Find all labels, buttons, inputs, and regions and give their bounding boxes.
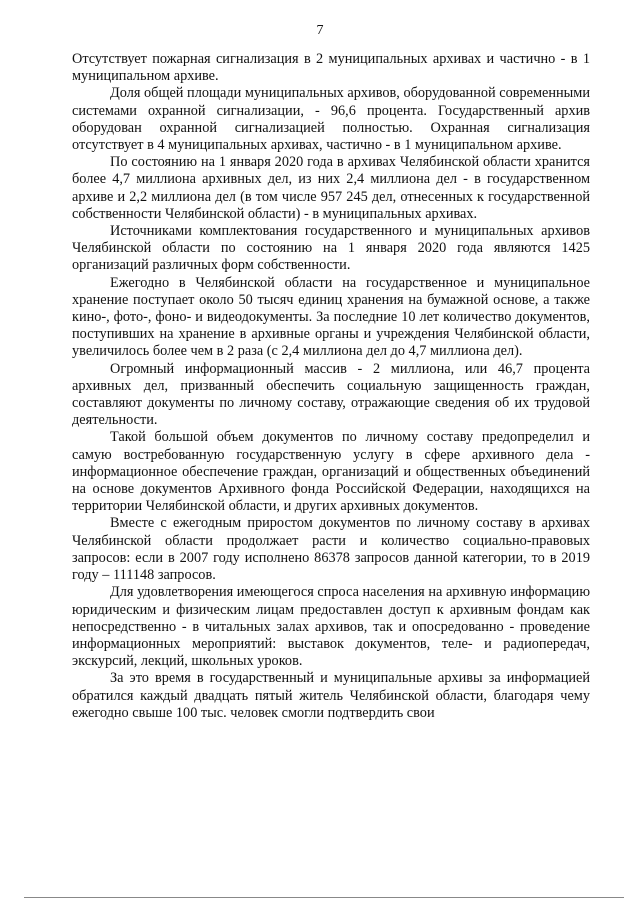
paragraph-personnel-records: Огромный информационный массив - 2 миллиона, или 46,7 процента архивных дел, призванный обеспечить социальную защищенность граждан, составляют документы по личному составу, отражающие сведения об их трудовой деятельности. (72, 360, 590, 429)
paragraph-annual-intake: Ежегодно в Челябинской области на государственное и муниципальное хранение поступает около 50 тысяч единиц хранения на бумажной основе, а также кино-, фото-, фоно- и видеодокументы. За последние 10 лет количество документов, поступивших на хранение в архивные органы и учреждения Челябинской области, увеличилось более чем в 2 раза (с 2,4 миллиона дел до 4,7 миллиона дел). (72, 274, 590, 360)
bottom-divider (24, 897, 624, 898)
document-body (72, 51, 590, 722)
paragraph-social-legal-requests: Вместе с ежегодным приростом документов по личному составу в архивах Челябинской области продолжает расти и количество социально-правовых запросов: если в 2007 году исполнено 86378 запросов данной категории, то в 2019 году – 111148 запросов. (72, 515, 590, 584)
paragraph-public-access: Для удовлетворения имеющегося спроса населения на архивную информацию юридическим и физическим лицам предоставлен доступ к архивным фондам как непосредственно - в читальных залах архивов, так и опосредованно - проведение информационных мероприятий: выставок документов, теле- и радиопередач, экскурсий, лекций, школьных уроков. (72, 584, 590, 670)
paragraph-citizen-requests: За это время в государственный и муниципальные архивы за информацией обратился каждый двадцать пятый житель Челябинской области, благодаря чему ежегодно свыше 100 тыс. человек смогли подтвердить свои (72, 670, 590, 721)
page-number: 7 (316, 23, 324, 38)
paragraph-fire-alarm: Отсутствует пожарная сигнализация в 2 муниципальных архивах и частично - в 1 муниципальном архиве. (72, 51, 590, 85)
paragraph-public-service: Такой большой объем документов по личному составу предопределил и самую востребованную государственную услугу в сфере архивного дела - информационное обеспечение граждан, организаций и общественных объединений на основе документов Архивного фонда Российской Федерации, находящихся на территории Челябинской области, и других архивных документов. (72, 429, 590, 515)
paragraph-acquisition-sources: Источниками комплектования государственного и муниципальных архивов Челябинской области по состоянию на 1 января 2020 года являются 1425 организаций различных форм собственности. (72, 223, 590, 274)
paragraph-archive-holdings: По состоянию на 1 января 2020 года в архивах Челябинской области хранится более 4,7 миллиона архивных дел, из них 2,4 миллиона дел - в государственном архиве и 2,2 миллиона дел (в том числе 957 245 дел, отнесенных к государственной собственности Челябинской области) - в муниципальных архивах. (72, 154, 590, 222)
paragraph-security-alarm: Доля общей площади муниципальных архивов, оборудованной современными системами охранной сигнализации, - 96,6 процента. Государственный архив оборудован охранной сигнализацией полностью. Охранная сигнализация отсутствует в 4 муниципальных архивах, частично - в 1 муниципальном архиве. (72, 85, 590, 154)
